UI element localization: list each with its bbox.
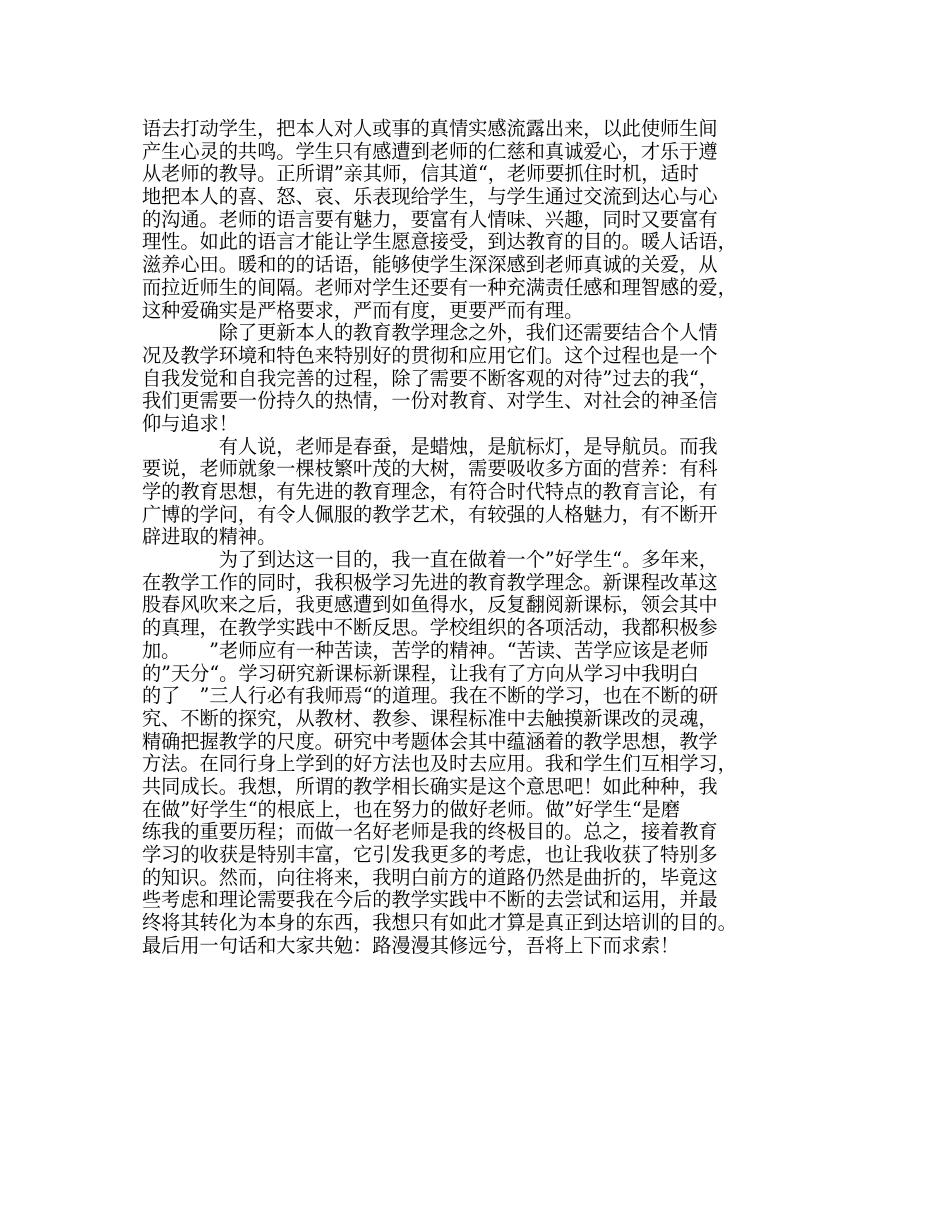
text-line: 的沟通。老师的语言要有魅力，要富有人情味、兴趣，同时又要富有 [142, 207, 718, 231]
text-line: 我们更需要一份持久的热情，一份对教育、对学生、对社会的神圣信 [142, 389, 718, 413]
text-line: 学的教育思想，有先进的教育理念，有符合时代特点的教育言论，有 [142, 480, 718, 503]
text-line: 加。 ”老师应有一种苦读，苦学的精神。“苦读、苦学应该是老师 [142, 638, 709, 662]
document-body [142, 118, 832, 957]
text-line: 在做”好学生“的根底上，也在努力的做好老师。做”好学生“是磨 [142, 797, 681, 821]
text-line: 有人说，老师是春蚕，是蜡烛，是航标灯，是导航员。而我 [142, 434, 718, 458]
text-line: 些考虑和理论需要我在今后的教学实践中不断的去尝试和运用，并最 [142, 888, 718, 912]
text-line: 辟进取的精神。 [142, 525, 277, 549]
text-line: 的了 ”三人行必有我师焉“的道理。我在不断的学习，也在不断的研 [142, 684, 719, 708]
text-line: 练我的重要历程；而做一名好老师是我的终极目的。总之，接着教育 [142, 820, 718, 844]
text-line: 最后用一句话和大家共勉：路漫漫其修远兮，吾将上下而求索！ [142, 933, 680, 957]
text-line: 这种爱确实是严格要求，严而有度，更要严而有理。 [142, 298, 584, 322]
text-line: 况及教学环境和特色来特别好的贯彻和应用它们。这个过程也是一个 [142, 343, 718, 367]
text-line: 股春风吹来之后，我更感遭到如鱼得水，反复翻阅新课标，领会其中 [142, 593, 718, 617]
text-line: 地把本人的喜、怒、哀、乐表现给学生，与学生通过交流到达心与心 [142, 185, 718, 209]
text-line: 而拉近师生的间隔。老师对学生还要有一种充满责任感和理智感的爱， [142, 275, 737, 299]
text-line: 终将其转化为本身的东西，我想只有如此才算是真正到达培训的目的。 [142, 911, 737, 935]
text-line: 除了更新本人的教育教学理念之外，我们还需要结合个人情 [142, 321, 718, 345]
text-line: 在教学工作的同时，我积极学习先进的教育教学理念。新课程改革这 [142, 570, 718, 594]
text-line: 学习的收获是特别丰富，它引发我更多的考虑，也让我收获了特别多 [142, 843, 718, 866]
text-line: 方法。在同行身上学到的好方法也及时去应用。我和学生们互相学习， [142, 752, 737, 776]
text-line: 为了到达这一目的，我一直在做着一个”好学生“。多年来， [142, 548, 719, 572]
text-line: 要说，老师就象一棵枝繁叶茂的大树，需要吸收多方面的营养：有科 [142, 457, 718, 481]
text-line: 滋养心田。暖和的的话语，能够使学生深深感到老师真诚的关爱，从 [142, 253, 718, 277]
text-line: 从老师的教导。正所谓”亲其师，信其道“，老师要抓住时机，适时 [142, 162, 699, 186]
text-line: 的”天分“。学习研究新课标新课程，让我有了方向从学习中我明白 [142, 661, 699, 685]
text-line: 广博的学问，有令人佩服的教学艺术，有较强的人格魅力，有不断开 [142, 502, 718, 526]
text-line: 自我发觉和自我完善的过程，除了需要不断客观的对待”过去的我“， [142, 366, 719, 390]
text-line: 的知识。然而，向往将来，我明白前方的道路仍然是曲折的，毕竟这 [142, 865, 718, 889]
text-line: 仰与追求！ [142, 411, 238, 435]
text-line: 语去打动学生，把本人对人或事的真情实感流露出来，以此使师生间 [142, 117, 718, 140]
text-line: 精确把握教学的尺度。研究中考题体会其中蕴涵着的教学思想，教学 [142, 729, 718, 753]
text-line: 究、不断的探究，从教材、教参、课程标准中去触摸新课改的灵魂， [142, 706, 718, 730]
text-line: 共同成长。我想，所谓的教学相长确实是这个意思吧！如此种种，我 [142, 774, 718, 798]
text-line: 产生心灵的共鸣。学生只有感遭到老师的仁慈和真诚爱心，才乐于遵 [142, 139, 718, 163]
text-line: 理性。如此的语言才能让学生愿意接受，到达教育的目的。暖人话语， [142, 230, 737, 254]
text-line: 的真理，在教学实践中不断反思。学校组织的各项活动，我都积极参 [142, 616, 718, 640]
